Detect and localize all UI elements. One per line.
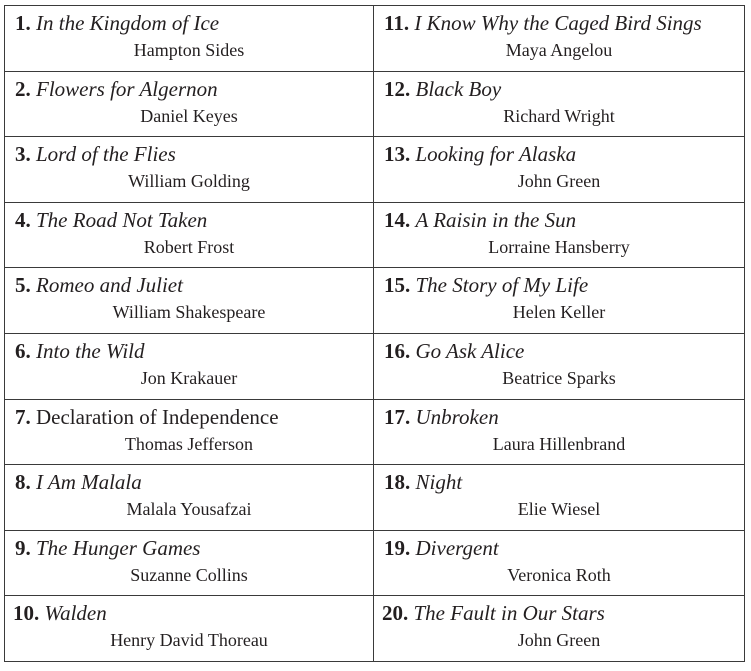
book-title: Walden xyxy=(44,601,107,626)
book-cell xyxy=(5,268,374,334)
book-number: 5. xyxy=(15,273,31,298)
book-title-line xyxy=(15,338,145,364)
book-number: 9. xyxy=(15,535,31,560)
book-number: 8. xyxy=(15,470,31,495)
book-title-line xyxy=(15,272,183,298)
book-title: Night xyxy=(415,470,463,495)
book-cell xyxy=(5,6,374,72)
book-author: Lorraine Hansberry xyxy=(488,236,630,257)
book-number: 14. xyxy=(384,207,411,232)
book-title-line xyxy=(384,141,576,167)
book-number: 20. xyxy=(382,601,409,626)
book-title: The Fault in Our Stars xyxy=(413,601,605,626)
book-author: Elie Wiesel xyxy=(517,499,601,520)
book-cell xyxy=(374,202,745,268)
book-title-line xyxy=(15,535,200,561)
book-title-line xyxy=(382,600,605,626)
book-number: 13. xyxy=(384,142,411,167)
book-cell xyxy=(374,71,745,137)
book-title: A Raisin in the Sun xyxy=(415,207,577,232)
book-number: 19. xyxy=(384,535,411,560)
book-author: William Shakespeare xyxy=(112,302,266,323)
book-cell xyxy=(374,596,745,662)
book-author: Hampton Sides xyxy=(133,40,245,60)
book-title: The Road Not Taken xyxy=(36,207,208,232)
book-title-line xyxy=(15,404,279,430)
book-author: Suzanne Collins xyxy=(130,564,248,585)
book-title-line xyxy=(15,76,218,102)
book-author: Jon Krakauer xyxy=(140,367,238,388)
book-cell xyxy=(5,530,374,596)
book-title-line xyxy=(15,141,176,167)
book-title-line xyxy=(384,272,588,298)
book-cell xyxy=(5,333,374,399)
book-title: Divergent xyxy=(415,535,499,560)
book-number: 16. xyxy=(384,338,411,363)
book-cell xyxy=(5,137,374,203)
book-number: 15. xyxy=(384,273,411,298)
book-author: John Green xyxy=(517,171,601,192)
book-title: The Hunger Games xyxy=(36,535,201,560)
book-author: Malala Yousafzai xyxy=(126,499,252,520)
book-number: 12. xyxy=(384,76,411,101)
book-author: Richard Wright xyxy=(503,105,615,126)
book-title-line xyxy=(15,469,142,495)
book-title: Go Ask Alice xyxy=(415,338,525,363)
table-row xyxy=(5,399,745,465)
book-author: Thomas Jefferson xyxy=(124,433,254,454)
book-cell xyxy=(5,465,374,531)
book-title-line xyxy=(384,10,702,36)
table-row xyxy=(5,596,745,662)
book-cell xyxy=(374,6,745,72)
book-title: Lord of the Flies xyxy=(36,142,176,167)
book-author: Laura Hillenbrand xyxy=(492,433,626,454)
book-number: 7. xyxy=(15,404,31,429)
book-number: 18. xyxy=(384,470,411,495)
table-row xyxy=(5,465,745,531)
book-author: Robert Frost xyxy=(143,236,235,257)
book-cell xyxy=(374,399,745,465)
book-title: Into the Wild xyxy=(36,338,145,363)
book-cell xyxy=(374,137,745,203)
table-row xyxy=(5,71,745,137)
book-author: Helen Keller xyxy=(512,302,606,323)
book-title-line xyxy=(384,76,501,102)
table-row xyxy=(5,202,745,268)
book-number: 4. xyxy=(15,207,31,232)
book-number: 3. xyxy=(15,142,31,167)
book-list-table xyxy=(4,5,745,662)
book-cell xyxy=(5,202,374,268)
table-row xyxy=(5,6,745,72)
book-cell xyxy=(374,268,745,334)
book-title: I Know Why the Caged Bird Sings xyxy=(414,11,702,35)
book-title-line xyxy=(384,404,499,430)
book-title: In the Kingdom of Ice xyxy=(36,11,220,35)
book-cell xyxy=(5,71,374,137)
book-number: 2. xyxy=(15,76,31,101)
book-number: 10. xyxy=(13,601,40,626)
book-cell xyxy=(374,333,745,399)
book-author: John Green xyxy=(517,630,601,651)
book-title-line xyxy=(13,600,107,626)
book-author: Henry David Thoreau xyxy=(110,630,268,651)
book-author: Veronica Roth xyxy=(507,564,611,585)
book-title: Looking for Alaska xyxy=(415,142,577,167)
book-author: Maya Angelou xyxy=(505,40,613,60)
book-number: 1. xyxy=(15,11,31,35)
book-author: William Golding xyxy=(128,171,250,192)
table-row xyxy=(5,268,745,334)
book-number: 17. xyxy=(384,404,411,429)
book-cell xyxy=(374,465,745,531)
book-title-line xyxy=(384,535,499,561)
book-title: Romeo and Juliet xyxy=(36,273,183,298)
table-row xyxy=(5,137,745,203)
book-title: Flowers for Algernon xyxy=(36,76,218,101)
book-title: Unbroken xyxy=(415,404,499,429)
book-title-line xyxy=(384,469,462,495)
book-author: Beatrice Sparks xyxy=(502,367,616,388)
book-title-line xyxy=(15,10,219,36)
table-row xyxy=(5,333,745,399)
book-title-line xyxy=(15,207,207,233)
table-row xyxy=(5,530,745,596)
book-number: 6. xyxy=(15,338,31,363)
book-cell xyxy=(374,530,745,596)
book-title: I Am Malala xyxy=(36,470,142,495)
book-title-line xyxy=(384,338,524,364)
book-title: Black Boy xyxy=(415,76,502,101)
book-title: The Story of My Life xyxy=(415,273,589,298)
book-cell xyxy=(5,596,374,662)
book-author: Daniel Keyes xyxy=(140,105,238,126)
book-number: 11. xyxy=(384,11,410,35)
book-title: Declaration of Independence xyxy=(36,404,279,429)
book-title-line xyxy=(384,207,576,233)
book-cell xyxy=(5,399,374,465)
